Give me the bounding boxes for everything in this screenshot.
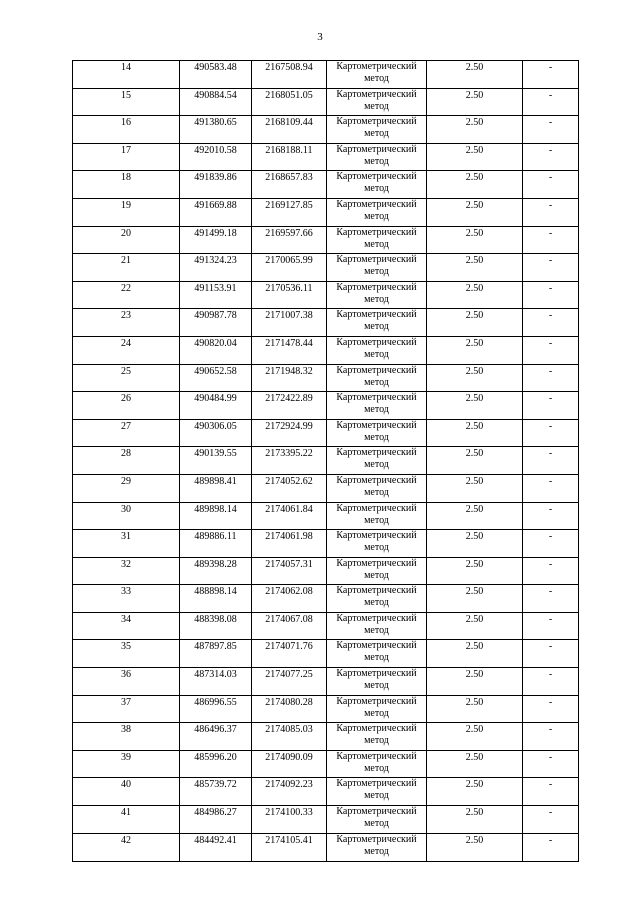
note-cell: -: [523, 640, 579, 668]
y-coordinate-cell: 2168051.05: [252, 88, 327, 116]
method-line-2: метод: [364, 183, 389, 195]
y-coordinate-cell: 2174105.41: [252, 833, 327, 861]
y-coordinate-cell: 2168657.83: [252, 171, 327, 199]
y-coordinate-cell: 2173395.22: [252, 447, 327, 475]
method-cell: [327, 530, 427, 558]
accuracy-cell: 2.50: [427, 474, 523, 502]
table-row: [73, 750, 579, 778]
method-line-2: метод: [364, 486, 389, 498]
accuracy-cell: 2.50: [427, 336, 523, 364]
accuracy-cell: 2.50: [427, 612, 523, 640]
method-line-2: метод: [364, 707, 389, 719]
note-cell: -: [523, 723, 579, 751]
table-row: [73, 474, 579, 502]
note-cell: -: [523, 474, 579, 502]
method-cell: [327, 640, 427, 668]
method-line-2: метод: [364, 818, 389, 830]
y-coordinate-cell: 2174061.98: [252, 530, 327, 558]
table-row: [73, 309, 579, 337]
point-number-cell: 19: [73, 198, 180, 226]
y-coordinate-cell: 2171007.38: [252, 309, 327, 337]
note-cell: -: [523, 585, 579, 613]
y-coordinate-cell: 2168188.11: [252, 143, 327, 171]
method-cell: [327, 364, 427, 392]
method-cell: [327, 668, 427, 696]
x-coordinate-cell: 489898.14: [180, 502, 252, 530]
method-line-1: Картометрический: [336, 778, 417, 790]
point-number-cell: 27: [73, 419, 180, 447]
x-coordinate-cell: 490820.04: [180, 336, 252, 364]
note-cell: -: [523, 392, 579, 420]
note-cell: -: [523, 281, 579, 309]
method-line-2: метод: [364, 210, 389, 222]
method-line-2: метод: [364, 762, 389, 774]
note-cell: -: [523, 61, 579, 89]
method-line-1: Картометрический: [336, 447, 417, 459]
method-line-1: Картометрический: [336, 695, 417, 707]
point-number-cell: 41: [73, 806, 180, 834]
note-cell: -: [523, 336, 579, 364]
point-number-cell: 17: [73, 143, 180, 171]
accuracy-cell: 2.50: [427, 254, 523, 282]
point-number-cell: 29: [73, 474, 180, 502]
accuracy-cell: 2.50: [427, 668, 523, 696]
method-line-1: Картометрический: [336, 143, 417, 155]
y-coordinate-cell: 2174100.33: [252, 806, 327, 834]
table-row: [73, 171, 579, 199]
method-line-2: метод: [364, 459, 389, 471]
method-line-1: Картометрический: [336, 806, 417, 818]
table-row: [73, 723, 579, 751]
point-number-cell: 21: [73, 254, 180, 282]
method-line-2: метод: [364, 514, 389, 526]
table-row: [73, 612, 579, 640]
point-number-cell: 31: [73, 530, 180, 558]
method-line-2: метод: [364, 321, 389, 333]
accuracy-cell: 2.50: [427, 143, 523, 171]
method-line-2: метод: [364, 376, 389, 388]
x-coordinate-cell: 487897.85: [180, 640, 252, 668]
method-cell: [327, 585, 427, 613]
method-cell: [327, 612, 427, 640]
y-coordinate-cell: 2174062.08: [252, 585, 327, 613]
note-cell: -: [523, 419, 579, 447]
y-coordinate-cell: 2174085.03: [252, 723, 327, 751]
x-coordinate-cell: 491499.18: [180, 226, 252, 254]
note-cell: -: [523, 309, 579, 337]
method-cell: [327, 419, 427, 447]
point-number-cell: 28: [73, 447, 180, 475]
accuracy-cell: 2.50: [427, 806, 523, 834]
method-line-1: Картометрический: [336, 226, 417, 238]
point-number-cell: 37: [73, 695, 180, 723]
method-cell: [327, 309, 427, 337]
accuracy-cell: 2.50: [427, 171, 523, 199]
x-coordinate-cell: 486496.37: [180, 723, 252, 751]
y-coordinate-cell: 2172422.89: [252, 392, 327, 420]
table-row: [73, 116, 579, 144]
x-coordinate-cell: 487314.03: [180, 668, 252, 696]
x-coordinate-cell: 488898.14: [180, 585, 252, 613]
point-number-cell: 36: [73, 668, 180, 696]
y-coordinate-cell: 2174092.23: [252, 778, 327, 806]
method-cell: [327, 750, 427, 778]
table-row: [73, 585, 579, 613]
x-coordinate-cell: 490583.48: [180, 61, 252, 89]
accuracy-cell: 2.50: [427, 695, 523, 723]
table-row: [73, 392, 579, 420]
point-number-cell: 20: [73, 226, 180, 254]
table-row: [73, 61, 579, 89]
method-line-2: метод: [364, 293, 389, 305]
method-line-1: Картометрический: [336, 640, 417, 652]
point-number-cell: 18: [73, 171, 180, 199]
x-coordinate-cell: 489398.28: [180, 557, 252, 585]
accuracy-cell: 2.50: [427, 281, 523, 309]
x-coordinate-cell: 485996.20: [180, 750, 252, 778]
point-number-cell: 16: [73, 116, 180, 144]
point-number-cell: 39: [73, 750, 180, 778]
method-cell: [327, 171, 427, 199]
note-cell: -: [523, 254, 579, 282]
accuracy-cell: 2.50: [427, 198, 523, 226]
method-cell: [327, 143, 427, 171]
method-line-1: Картометрический: [336, 309, 417, 321]
method-line-2: метод: [364, 569, 389, 581]
accuracy-cell: 2.50: [427, 778, 523, 806]
x-coordinate-cell: 486996.55: [180, 695, 252, 723]
x-coordinate-cell: 490484.99: [180, 392, 252, 420]
y-coordinate-cell: 2167508.94: [252, 61, 327, 89]
x-coordinate-cell: 492010.58: [180, 143, 252, 171]
coordinates-table: [72, 60, 579, 862]
point-number-cell: 30: [73, 502, 180, 530]
method-line-2: метод: [364, 431, 389, 443]
accuracy-cell: 2.50: [427, 88, 523, 116]
x-coordinate-cell: 491153.91: [180, 281, 252, 309]
method-cell: [327, 198, 427, 226]
note-cell: -: [523, 198, 579, 226]
y-coordinate-cell: 2174077.25: [252, 668, 327, 696]
method-line-1: Картометрический: [336, 254, 417, 266]
point-number-cell: 26: [73, 392, 180, 420]
method-cell: [327, 447, 427, 475]
method-cell: [327, 806, 427, 834]
y-coordinate-cell: 2168109.44: [252, 116, 327, 144]
note-cell: -: [523, 116, 579, 144]
x-coordinate-cell: 491380.65: [180, 116, 252, 144]
x-coordinate-cell: 489886.11: [180, 530, 252, 558]
y-coordinate-cell: 2174057.31: [252, 557, 327, 585]
point-number-cell: 23: [73, 309, 180, 337]
method-line-2: метод: [364, 624, 389, 636]
y-coordinate-cell: 2174090.09: [252, 750, 327, 778]
method-line-1: Картометрический: [336, 61, 417, 72]
point-number-cell: 42: [73, 833, 180, 861]
table-row: [73, 806, 579, 834]
y-coordinate-cell: 2174052.62: [252, 474, 327, 502]
table-row: [73, 198, 579, 226]
method-line-2: метод: [364, 597, 389, 609]
method-cell: [327, 254, 427, 282]
y-coordinate-cell: 2172924.99: [252, 419, 327, 447]
x-coordinate-cell: 484986.27: [180, 806, 252, 834]
method-cell: [327, 116, 427, 144]
point-number-cell: 33: [73, 585, 180, 613]
note-cell: -: [523, 778, 579, 806]
method-line-1: Картометрический: [336, 419, 417, 431]
method-line-2: метод: [364, 652, 389, 664]
method-line-2: метод: [364, 790, 389, 802]
method-line-2: метод: [364, 128, 389, 140]
x-coordinate-cell: 491839.86: [180, 171, 252, 199]
accuracy-cell: 2.50: [427, 392, 523, 420]
point-number-cell: 35: [73, 640, 180, 668]
method-cell: [327, 502, 427, 530]
table-row: [73, 557, 579, 585]
table-row: [73, 447, 579, 475]
point-number-cell: 34: [73, 612, 180, 640]
note-cell: -: [523, 557, 579, 585]
table-row: [73, 419, 579, 447]
method-line-2: метод: [364, 845, 389, 857]
note-cell: -: [523, 502, 579, 530]
method-line-1: Картометрический: [336, 668, 417, 680]
y-coordinate-cell: 2174071.76: [252, 640, 327, 668]
table-row: [73, 640, 579, 668]
method-cell: [327, 474, 427, 502]
note-cell: -: [523, 447, 579, 475]
table-row: [73, 254, 579, 282]
page-number: 3: [317, 31, 323, 43]
note-cell: -: [523, 695, 579, 723]
method-line-1: Картометрический: [336, 116, 417, 128]
method-cell: [327, 336, 427, 364]
y-coordinate-cell: 2174061.84: [252, 502, 327, 530]
point-number-cell: 32: [73, 557, 180, 585]
method-cell: [327, 778, 427, 806]
table-row: [73, 226, 579, 254]
table-row: [73, 143, 579, 171]
method-line-1: Картометрический: [336, 88, 417, 100]
accuracy-cell: 2.50: [427, 640, 523, 668]
accuracy-cell: 2.50: [427, 585, 523, 613]
y-coordinate-cell: 2170065.99: [252, 254, 327, 282]
table-row: [73, 281, 579, 309]
point-number-cell: 15: [73, 88, 180, 116]
method-line-2: метод: [364, 348, 389, 360]
method-cell: [327, 695, 427, 723]
table-row: [73, 668, 579, 696]
y-coordinate-cell: 2171948.32: [252, 364, 327, 392]
point-number-cell: 38: [73, 723, 180, 751]
x-coordinate-cell: 490306.05: [180, 419, 252, 447]
table-body: [73, 61, 579, 862]
y-coordinate-cell: 2170536.11: [252, 281, 327, 309]
accuracy-cell: 2.50: [427, 309, 523, 337]
accuracy-cell: 2.50: [427, 61, 523, 89]
table-row: [73, 502, 579, 530]
method-line-2: метод: [364, 735, 389, 747]
accuracy-cell: 2.50: [427, 226, 523, 254]
accuracy-cell: 2.50: [427, 833, 523, 861]
x-coordinate-cell: 491669.88: [180, 198, 252, 226]
method-cell: [327, 833, 427, 861]
x-coordinate-cell: 488398.08: [180, 612, 252, 640]
method-line-1: Картометрический: [336, 336, 417, 348]
method-line-2: метод: [364, 680, 389, 692]
table-row: [73, 833, 579, 861]
point-number-cell: 14: [73, 61, 180, 89]
note-cell: -: [523, 806, 579, 834]
note-cell: -: [523, 226, 579, 254]
y-coordinate-cell: 2169597.66: [252, 226, 327, 254]
accuracy-cell: 2.50: [427, 502, 523, 530]
accuracy-cell: 2.50: [427, 750, 523, 778]
method-line-1: Картометрический: [336, 557, 417, 569]
y-coordinate-cell: 2174067.08: [252, 612, 327, 640]
y-coordinate-cell: 2171478.44: [252, 336, 327, 364]
y-coordinate-cell: 2169127.85: [252, 198, 327, 226]
table-row: [73, 695, 579, 723]
accuracy-cell: 2.50: [427, 447, 523, 475]
method-line-1: Картометрический: [336, 281, 417, 293]
note-cell: -: [523, 833, 579, 861]
method-cell: [327, 392, 427, 420]
method-line-1: Картометрический: [336, 723, 417, 735]
method-line-2: метод: [364, 266, 389, 278]
method-line-1: Картометрический: [336, 833, 417, 845]
note-cell: -: [523, 750, 579, 778]
method-line-1: Картометрический: [336, 474, 417, 486]
accuracy-cell: 2.50: [427, 557, 523, 585]
method-line-1: Картометрический: [336, 750, 417, 762]
method-line-2: метод: [364, 73, 389, 84]
table-row: [73, 88, 579, 116]
x-coordinate-cell: 484492.41: [180, 833, 252, 861]
method-line-2: метод: [364, 542, 389, 554]
method-line-1: Картометрический: [336, 612, 417, 624]
method-line-1: Картометрический: [336, 364, 417, 376]
x-coordinate-cell: 490652.58: [180, 364, 252, 392]
method-cell: [327, 723, 427, 751]
method-line-1: Картометрический: [336, 198, 417, 210]
point-number-cell: 22: [73, 281, 180, 309]
note-cell: -: [523, 88, 579, 116]
point-number-cell: 25: [73, 364, 180, 392]
accuracy-cell: 2.50: [427, 723, 523, 751]
table-row: [73, 336, 579, 364]
y-coordinate-cell: 2174080.28: [252, 695, 327, 723]
note-cell: -: [523, 364, 579, 392]
table-row: [73, 530, 579, 558]
x-coordinate-cell: 489898.41: [180, 474, 252, 502]
accuracy-cell: 2.50: [427, 530, 523, 558]
note-cell: -: [523, 612, 579, 640]
method-line-1: Картометрический: [336, 392, 417, 404]
method-line-1: Картометрический: [336, 530, 417, 542]
x-coordinate-cell: 485739.72: [180, 778, 252, 806]
point-number-cell: 24: [73, 336, 180, 364]
x-coordinate-cell: 490884.54: [180, 88, 252, 116]
note-cell: -: [523, 668, 579, 696]
method-cell: [327, 88, 427, 116]
method-line-2: метод: [364, 155, 389, 167]
note-cell: -: [523, 530, 579, 558]
table-row: [73, 778, 579, 806]
method-line-1: Картометрический: [336, 585, 417, 597]
x-coordinate-cell: 490139.55: [180, 447, 252, 475]
method-cell: [327, 61, 427, 89]
point-number-cell: 40: [73, 778, 180, 806]
table-row: [73, 364, 579, 392]
method-cell: [327, 281, 427, 309]
method-cell: [327, 226, 427, 254]
method-line-2: метод: [364, 100, 389, 112]
method-line-1: Картометрический: [336, 171, 417, 183]
accuracy-cell: 2.50: [427, 419, 523, 447]
method-line-2: метод: [364, 238, 389, 250]
accuracy-cell: 2.50: [427, 364, 523, 392]
note-cell: -: [523, 143, 579, 171]
x-coordinate-cell: 490987.78: [180, 309, 252, 337]
note-cell: -: [523, 171, 579, 199]
accuracy-cell: 2.50: [427, 116, 523, 144]
method-cell: [327, 557, 427, 585]
method-line-2: метод: [364, 404, 389, 416]
x-coordinate-cell: 491324.23: [180, 254, 252, 282]
method-line-1: Картометрический: [336, 502, 417, 514]
